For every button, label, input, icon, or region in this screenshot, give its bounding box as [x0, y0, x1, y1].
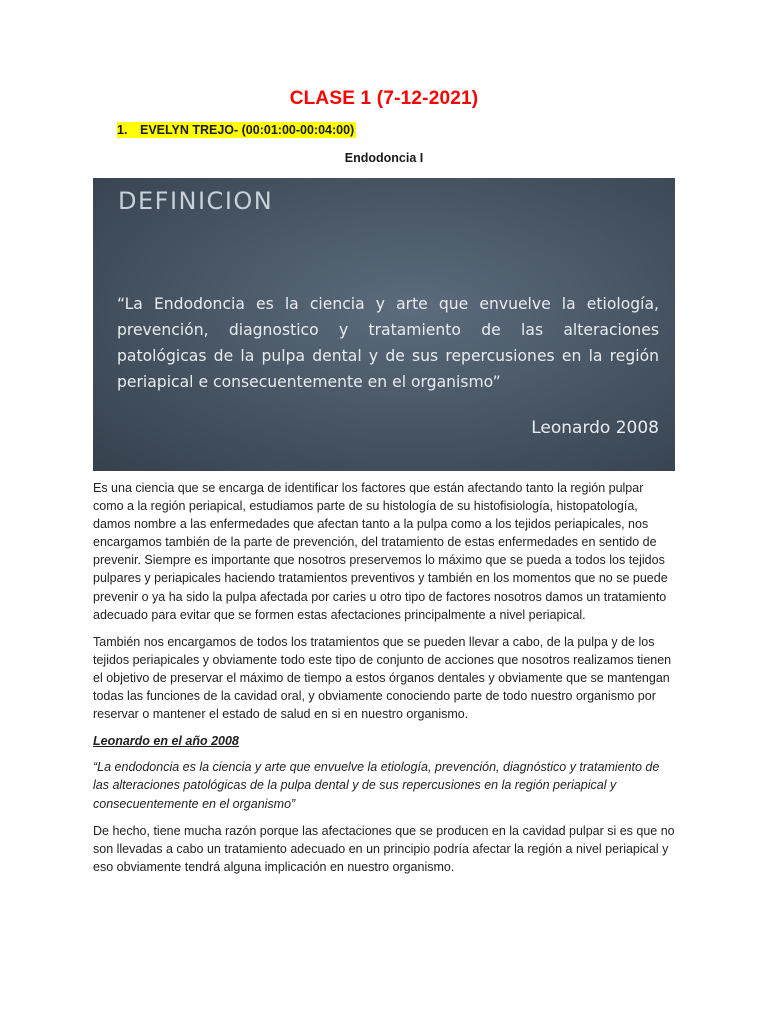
- paragraph: De hecho, tiene mucha razón porque las afectaciones que se producen en la cavidad pulpar si es que no son llevadas a cabo un tratamiento adecuado en un principio podría afectar la región a nivel periapical y eso obviamente tendrá alguna implicación en nuestro organismo.: [93, 823, 675, 874]
- slide-heading: DEFINICION: [118, 187, 274, 215]
- slide-author: Leonardo 2008: [531, 418, 659, 438]
- paragraph: También nos encargamos de todos los tratamientos que se pueden llevar a cabo, de la pulpa y de los tejidos periapicales y obviamente todo este tipo de conjunto de acciones que nosotros realizamos tienen el objetivo de preservar el máximo de tiempo a estos órganos dentales y obviamente que se mantengan todas las funciones de la cavidad oral, y obviamente conociendo parte de todo nuestro organismo por reservar o mantener el estado de salud en si en nuestro organismo.: [93, 634, 672, 722]
- quote-paragraph: “La endodoncia es la ciencia y arte que envuelve la etiología, prevención, diagnóstico y tratamiento de las alteraciones patológicas de la pulpa dental y de sus repercusiones en la región periapical y consecuentemente en el organismo”: [93, 760, 660, 811]
- speaker-name: EVELYN TREJO- (00:01:00-00:04:00): [140, 123, 355, 137]
- slide-image: [93, 178, 675, 471]
- reference-heading: Leonardo en el año 2008: [93, 734, 239, 749]
- subject-heading: Endodoncia I: [344, 151, 424, 165]
- list-number: 1.: [117, 123, 128, 137]
- speaker-entry: [117, 122, 356, 138]
- body-text: [93, 479, 677, 885]
- document-title: CLASE 1 (7-12-2021): [289, 88, 479, 109]
- slide-quote: “La Endodoncia es la ciencia y arte que envuelve la etiología, prevención, diagnostico y tratamiento de las alteraciones patológicas de la pulpa dental y de sus repercusiones en la región periapical e consecuentemente en el organismo”: [117, 295, 659, 391]
- paragraph: Es una ciencia que se encarga de identificar los factores que están afectando tanto la región pulpar como a la región periapical, estudiamos parte de su histología de su histofisiología, histopatología, damos nombre a las enfermedades que afectan tanto a la pulpa como a los tejidos periapicales, nos encargamos también de la parte de prevención, del tratamiento de estas enfermedades en sentido de prevenir. Siempre es importante que nosotros preservemos lo máximo que se pueda a todos los tejidos pulpares y periapicales haciendo tratamientos preventivos y también en los momentos que no se puede prevenir o ya ha sido la pulpa afectada por caries u otro tipo de factores nosotros damos un tratamiento adecuado para evitar que se formen estas afectaciones principalmente a nivel periapical.: [93, 481, 668, 622]
